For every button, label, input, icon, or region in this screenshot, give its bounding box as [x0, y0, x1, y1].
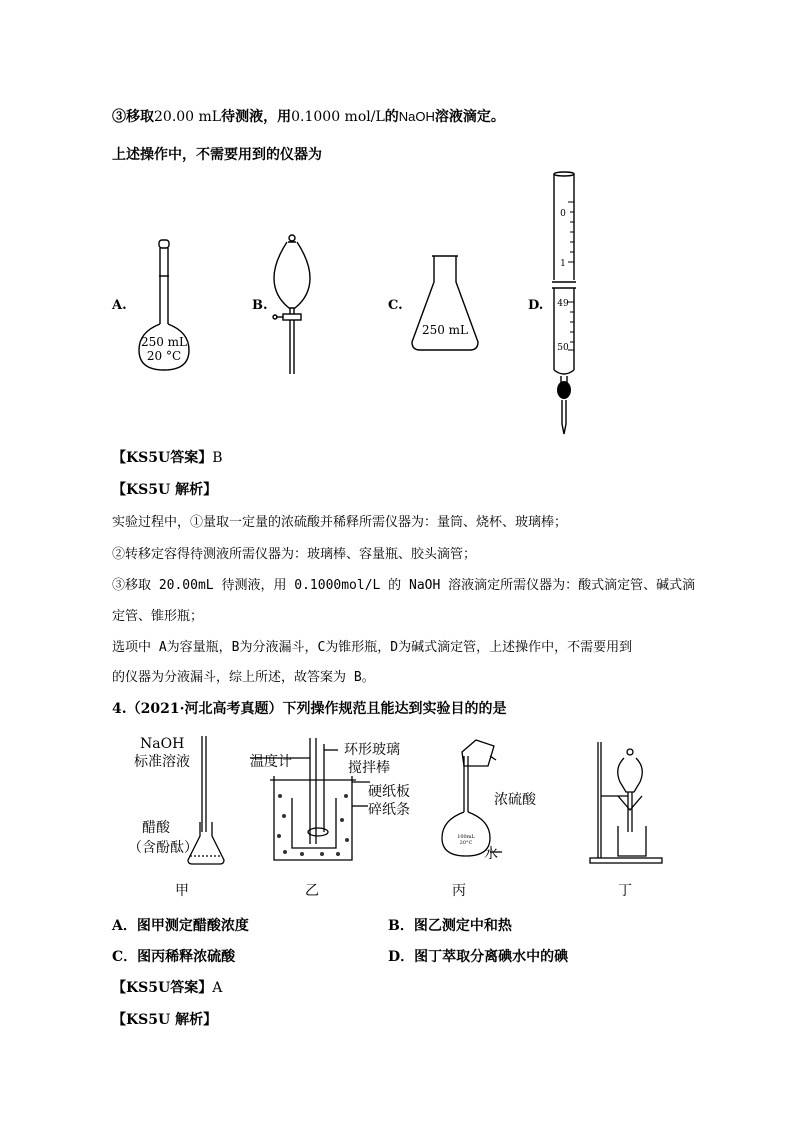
analysis-line: ②转移定容得待测液所需仪器为：玻璃棒、容量瓶、胶头滴管；: [112, 547, 477, 562]
svg-text:搅拌棒: 搅拌棒: [348, 760, 390, 776]
question-4-title: 4.（2021·河北高考真题）下列操作规范且能达到实验目的的是: [112, 701, 507, 717]
analysis-heading: 【KS5U 解析】: [112, 482, 218, 498]
svg-text:环形玻璃: 环形玻璃: [344, 742, 400, 758]
analysis-line: 选项中 A为容量瓶，B为分液漏斗，C为锥形瓶，D为碱式滴定管，上述操作中，不需要用到: [112, 640, 633, 655]
erlenmeyer-flask-icon: [408, 252, 488, 356]
question-line: 上述操作中，不需要用到的仪器为: [112, 147, 322, 163]
analysis-line: ③移取 20.00mL 待测液，用 0.1000mol/L 的 NaOH 溶液滴定所需仪器为：酸式滴定管、碱式滴: [112, 578, 696, 593]
volumetric-dilution-icon: [436, 736, 556, 866]
analysis-line: 定管、锥形瓶；: [112, 609, 204, 624]
flask-volume-text: 250 mL: [140, 335, 188, 349]
svg-text:1: 1: [560, 259, 566, 269]
svg-text:水: 水: [484, 846, 498, 862]
svg-text:20°C: 20°C: [459, 840, 473, 846]
volumetric-flask-icon: [135, 236, 195, 376]
svg-text:49: 49: [557, 299, 569, 309]
option-a: A．图甲测定醋酸浓度: [112, 918, 249, 934]
figure-caption-jia: 甲: [175, 883, 189, 899]
analysis-line: 的仪器为分液漏斗，综上所述，故答案为 B。: [112, 670, 375, 685]
option-c: C．图丙稀释浓硫酸: [112, 949, 236, 965]
option-b: B．图乙测定中和热: [388, 918, 512, 934]
svg-text:醋酸: 醋酸: [142, 820, 170, 836]
separatory-funnel-icon: [270, 232, 320, 382]
figure-caption-bing: 丙: [452, 883, 466, 899]
svg-text:标准溶液: 标准溶液: [134, 754, 190, 770]
svg-text:100mL: 100mL: [457, 834, 475, 840]
svg-text:浓硫酸: 浓硫酸: [494, 792, 536, 808]
option-c-label: C.: [388, 298, 403, 313]
svg-text:0: 0: [560, 209, 566, 219]
figure-caption-ding: 丁: [618, 883, 632, 899]
svg-text:50: 50: [557, 343, 569, 353]
option-d-label: D.: [528, 298, 544, 313]
analysis-heading-q4: 【KS5U 解析】: [112, 1012, 218, 1028]
flask-temp-text: 20 °C: [146, 349, 182, 363]
svg-text:碎纸条: 碎纸条: [368, 802, 410, 818]
answer-line-q4: 【KS5U答案】A: [112, 980, 223, 996]
burette-icon: [548, 172, 588, 438]
erlenmeyer-volume-text: 250 mL: [421, 323, 469, 337]
option-b-label: B.: [252, 298, 268, 313]
analysis-line: 实验过程中，①量取一定量的浓硫酸并稀释所需仪器为：量筒、烧杯、玻璃棒；: [112, 515, 568, 530]
svg-text:硬纸板: 硬纸板: [368, 784, 410, 800]
step-3-line: ③移取20.00 mL待测液，用0.1000 mol/L的NaOH溶液滴定。: [112, 109, 505, 125]
separatory-funnel-stand-icon: [590, 736, 670, 866]
answer-line: 【KS5U答案】B: [112, 450, 223, 466]
calorimeter-icon: [252, 736, 422, 866]
option-a-label: A.: [112, 298, 127, 313]
svg-text:温度计: 温度计: [250, 754, 292, 770]
svg-text:（含酚酞）: （含酚酞）: [128, 840, 198, 856]
option-d: D．图丁萃取分离碘水中的碘: [388, 949, 569, 965]
svg-text:NaOH: NaOH: [140, 736, 185, 752]
titration-setup-icon: [128, 736, 240, 866]
figure-caption-yi: 乙: [305, 883, 319, 899]
